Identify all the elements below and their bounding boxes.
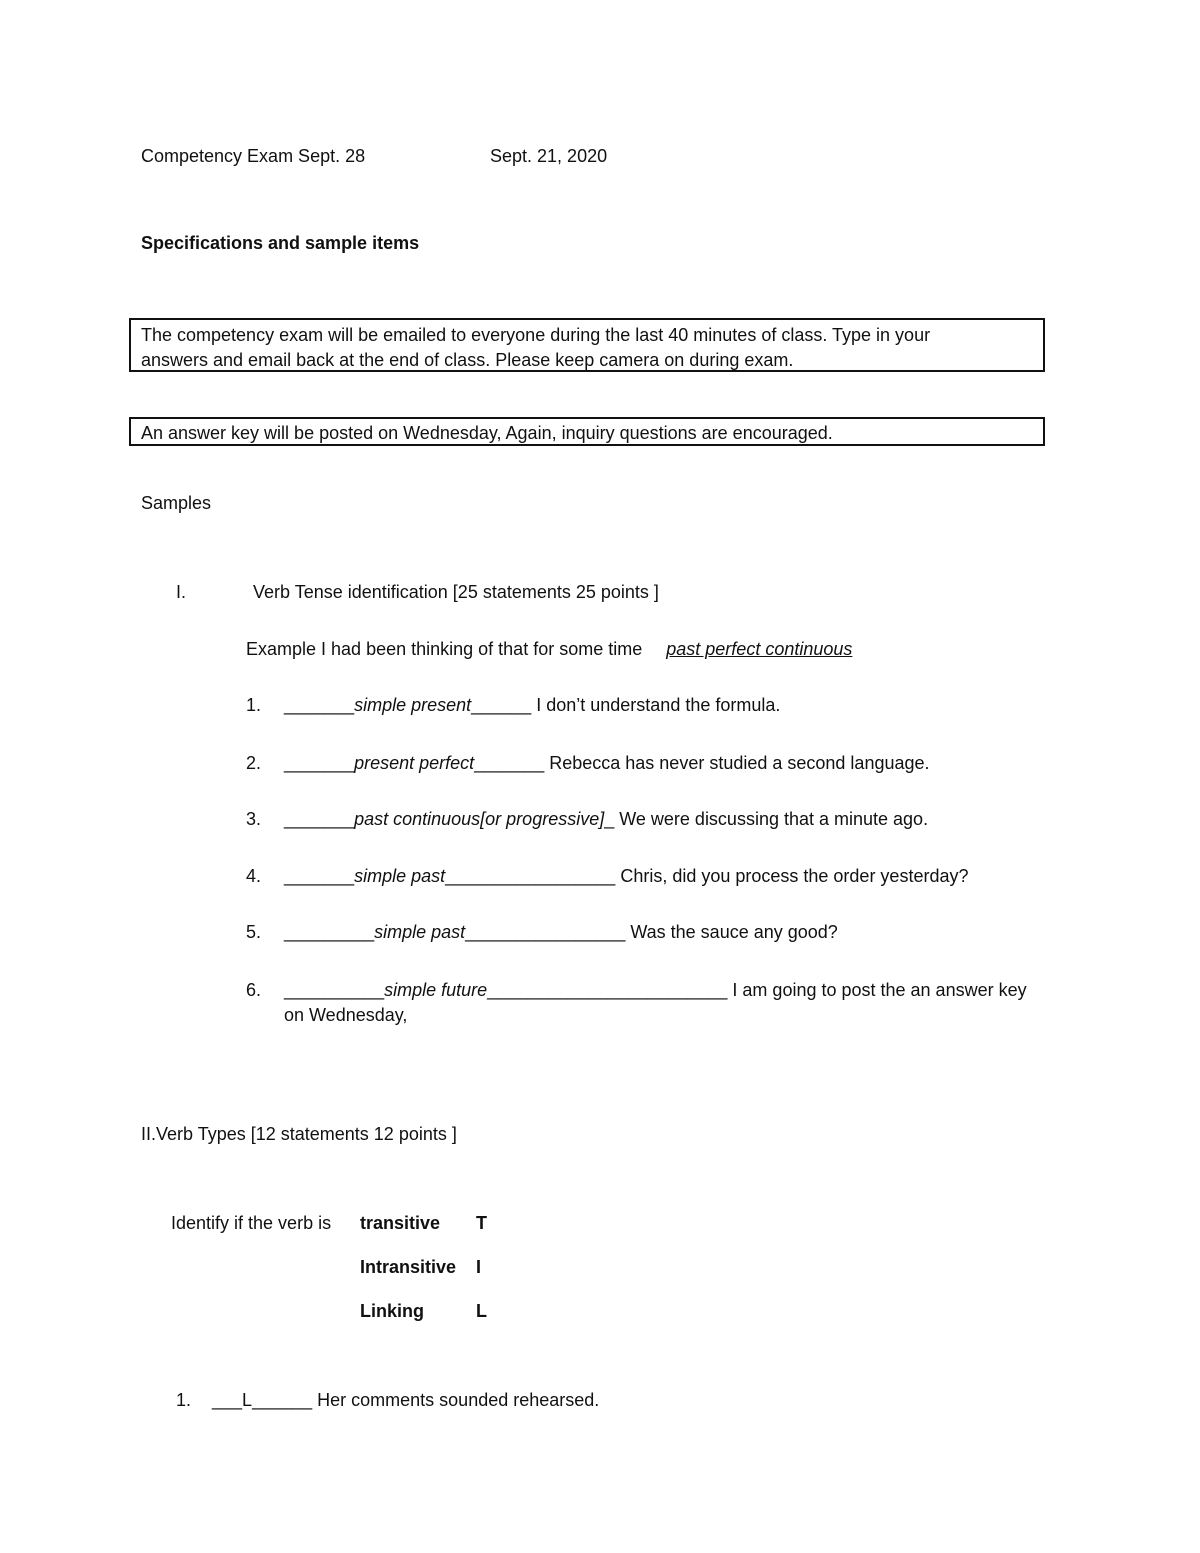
verb-type-name: Linking: [360, 1301, 424, 1321]
item-sentence: We were discussing that a minute ago.: [614, 809, 929, 829]
verb-type-transitive: [360, 1211, 487, 1236]
item-number: 1.: [176, 1390, 192, 1410]
verb-type-code: T: [476, 1213, 487, 1233]
answer-text: simple future: [384, 980, 488, 1000]
list-item: [246, 864, 968, 889]
item-sentence: I don’t understand the formula.: [531, 695, 781, 715]
notice-box-answer-key: [129, 417, 1045, 446]
answer-text: L: [242, 1390, 253, 1410]
section2-title: II.Verb Types [12 statements 12 points ]: [141, 1124, 457, 1144]
answer-text: present perfect: [354, 753, 475, 773]
item-sentence: I am going to post the an answer key: [727, 980, 1027, 1000]
samples-label: Samples: [141, 493, 212, 513]
answer-blank-post: ________________: [465, 922, 626, 942]
verb-type-linking: [360, 1299, 487, 1324]
answer-blank-post: _________________: [445, 866, 616, 886]
notice-answer-key: An answer key will be posted on Wednesday, Again, inquiry questions are encouraged.: [141, 423, 833, 443]
verb-type-intransitive: [360, 1255, 481, 1280]
item-number: 6.: [246, 980, 262, 1000]
answer-text: past continuous[or progressive]: [354, 809, 605, 829]
list-item: [246, 807, 928, 832]
list-item: [246, 751, 930, 776]
notice-line-1: The competency exam will be emailed to everyone during the last 40 minutes of class. Type in your: [141, 325, 931, 345]
item-sentence: Chris, did you process the order yesterday?: [615, 866, 969, 886]
notice-box-exam: [129, 318, 1045, 372]
item-number: 3.: [246, 809, 262, 829]
verb-type-code: I: [476, 1257, 482, 1277]
list-item: [176, 1388, 599, 1413]
answer-blank-pre: _______: [284, 866, 355, 886]
item-sentence: Her comments sounded rehearsed.: [312, 1390, 600, 1410]
list-item: [246, 920, 838, 945]
identify-prefix: Identify if the verb is: [171, 1213, 332, 1233]
item-number: 5.: [246, 922, 262, 942]
section1-title: Verb Tense identification [25 statements 25 points ]: [253, 582, 659, 602]
item-sentence: Was the sauce any good?: [625, 922, 838, 942]
exam-title: Competency Exam Sept. 28: [141, 146, 366, 166]
list-item: [246, 693, 780, 718]
item-number: 2.: [246, 753, 262, 773]
answer-blank-pre: _______: [284, 809, 355, 829]
example-answer: past perfect continuous: [666, 639, 853, 659]
example-sentence: Example I had been thinking of that for some time: [246, 639, 643, 659]
item-number: 1.: [246, 695, 262, 715]
answer-blank-post: _______: [474, 753, 545, 773]
answer-blank-post: _: [604, 809, 615, 829]
answer-blank-post: ________________________: [487, 980, 728, 1000]
notice-line-2: answers and email back at the end of class. Please keep camera on during exam.: [141, 350, 794, 371]
section1-numeral: I.: [176, 582, 187, 602]
answer-blank-pre: _______: [284, 695, 355, 715]
answer-text: simple past: [354, 866, 446, 886]
answer-blank-pre: __________: [284, 980, 385, 1000]
item-number: 4.: [246, 866, 262, 886]
list-item: [246, 978, 1046, 1028]
exam-date: Sept. 21, 2020: [490, 146, 608, 166]
answer-blank-post: ______: [471, 695, 532, 715]
answer-text: simple past: [374, 922, 466, 942]
verb-type-name: transitive: [360, 1213, 441, 1233]
answer-blank-pre: ___: [212, 1390, 243, 1410]
subtitle: Specifications and sample items: [141, 233, 420, 253]
answer-blank-pre: _________: [284, 922, 375, 942]
answer-blank-pre: _______: [284, 753, 355, 773]
answer-blank-post: ______: [252, 1390, 313, 1410]
verb-type-code: L: [476, 1301, 487, 1321]
section1-example: [246, 637, 852, 662]
verb-type-name: Intransitive: [360, 1257, 457, 1277]
item-sentence-continuation: on Wednesday,: [284, 1005, 408, 1026]
answer-text: simple present: [354, 695, 472, 715]
item-sentence: Rebecca has never studied a second language.: [544, 753, 930, 773]
